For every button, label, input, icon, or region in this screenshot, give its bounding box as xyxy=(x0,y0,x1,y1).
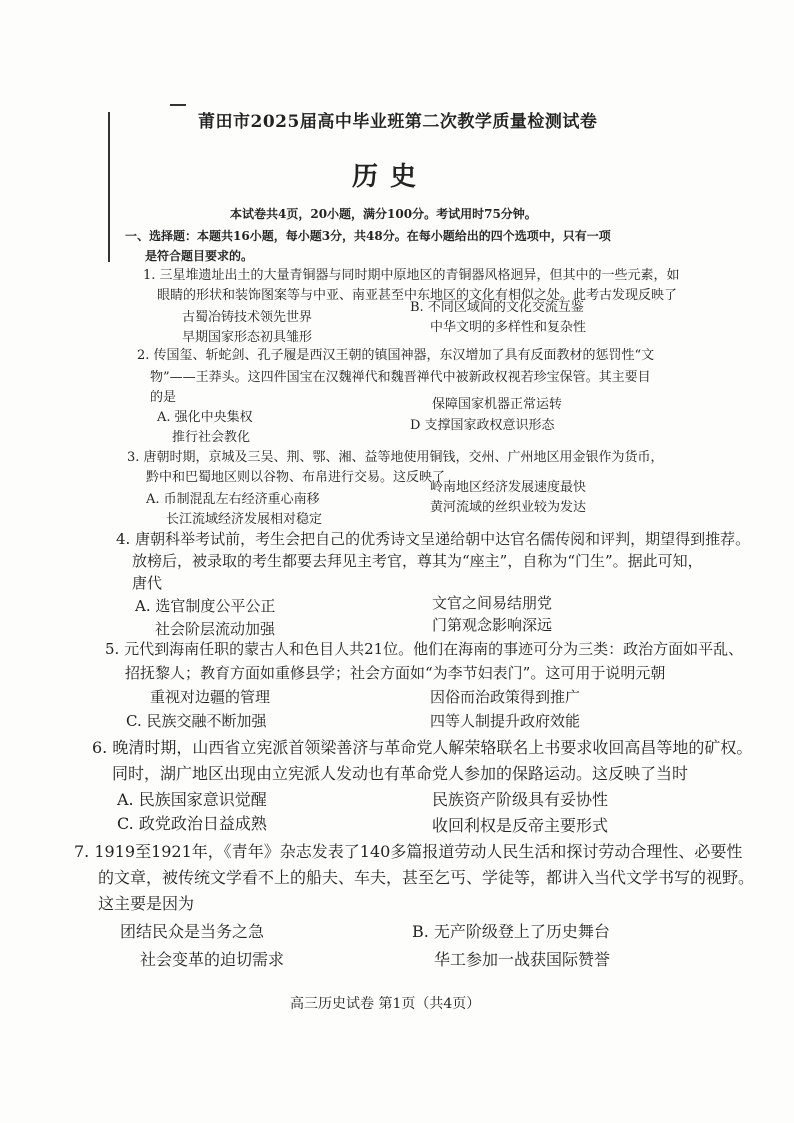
exam-intro: 本试卷共4页，20小题，满分100分。考试用时75分钟。 xyxy=(230,207,537,221)
page-edge-mark xyxy=(108,112,110,262)
q6-stem-line1: 6. 晚清时期，山西省立宪派首领梁善济与革命党人解荣辂联名上书要求收回高昌等地的矿权。 xyxy=(92,738,753,757)
page-edge-tick xyxy=(170,104,186,106)
q5-stem-line1: 5. 元代到海南任职的蒙古人和色目人共21位。他们在海南的事迹可分为三类：政治方面如平乱、 xyxy=(105,640,744,658)
q3-option-c: 长江流域经济发展相对稳定 xyxy=(166,512,323,527)
q1-option-b: B. 不同区域间的文化交流互鉴 xyxy=(410,300,584,315)
q5-stem-line2: 招抚黎人；教育方面如重修县学；社会方面如“为李节妇表门”。这可用于说明元朝 xyxy=(125,664,666,682)
q6-option-a: A. 民族国家意识觉醒 xyxy=(117,790,267,809)
page-footer: 高三历史试卷 第1页（共4页） xyxy=(290,996,481,1012)
q3-stem-line1: 3. 唐朝时期，京城及三吴、荆、鄂、湘、益等地使用铜钱，交州、广州地区用金银作为货币， xyxy=(127,450,664,465)
q7-stem-line3: 这主要是因为 xyxy=(98,894,195,913)
q6-stem-line2: 同时，湖广地区出现由立宪派人发动也有革命党人参加的保路运动。这反映了当时 xyxy=(112,764,689,783)
q1-option-a: 古蜀冶铸技术领先世界 xyxy=(182,310,313,325)
q2-option-b: 保障国家机器正常运转 xyxy=(432,397,563,412)
q3-option-a: A. 币制混乱左右经济重心南移 xyxy=(146,492,320,507)
q7-option-a: 团结民众是当务之急 xyxy=(120,922,265,941)
q7-option-d: 华工参加一战获国际赞誉 xyxy=(434,950,611,969)
q4-option-c: 社会阶层流动加强 xyxy=(155,620,276,638)
q4-stem-line3: 唐代 xyxy=(132,574,163,592)
q2-option-d: D 支撑国家政权意识形态 xyxy=(410,418,555,433)
q7-stem-line1: 7. 1919至1921年，《青年》杂志发表了140多篇报道劳动人民生活和探讨劳动合理性、必要性 xyxy=(74,842,743,861)
q7-stem-line2: 的文章，被传统文学看不上的船夫、车夫，甚至乞丐、学徒等，都讲入当代文学书写的视野。 xyxy=(98,868,755,887)
q2-option-a: A. 强化中央集权 xyxy=(157,410,253,425)
q6-option-b: 民族资产阶级具有妥协性 xyxy=(432,790,609,809)
q3-option-b: 岭南地区经济发展速度最快 xyxy=(430,480,587,495)
q3-stem-line2: 黔中和巴蜀地区则以谷物、布帛进行交易。这反映了 xyxy=(146,470,446,485)
q2-option-c: 推行社会教化 xyxy=(172,430,251,445)
q1-option-d: 中华文明的多样性和复杂性 xyxy=(430,320,587,335)
q1-stem-line1: 1. 三星堆遗址出土的大量青铜器与同时期中原地区的青铜器风格迥异，但其中的一些元素，如 xyxy=(143,268,680,283)
q2-stem-line2: 物”——王莽头。这四件国宝在汉魏禅代和魏晋禅代中被新政权视若珍宝保管。其主要目 xyxy=(150,370,651,385)
q4-option-a: A. 选官制度公平公正 xyxy=(135,597,276,615)
q1-option-c: 早期国家形态初具雏形 xyxy=(182,330,313,345)
q6-option-c: C. 政党政治日益成熟 xyxy=(117,814,267,833)
section-instruction: 一、选择题：本题共16小题，每小题3分，共48分。在每小题给出的四个选项中，只有一项 xyxy=(125,229,611,243)
q4-stem-line1: 4. 唐朝科举考试前，考生会把自己的优秀诗文呈递给朝中达官名儒传阅和评判，期望得到推荐。 xyxy=(116,530,751,548)
exam-title: 莆田市2025届高中毕业班第二次教学质量检测试卷 xyxy=(198,112,598,132)
q6-option-d: 收回利权是反帝主要形式 xyxy=(432,816,609,835)
q2-stem-line3: 的是 xyxy=(150,390,177,405)
q2-stem-line1: 2. 传国玺、斩蛇剑、孔子履是西汉王朝的镇国神器，东汉增加了具有反面教材的惩罚性“文 xyxy=(137,348,655,363)
q1-stem-line2: 眼睛的形状和装饰图案等与中亚、南亚甚至中东地区的文化有相似之处。此考古发现反映了 xyxy=(157,288,678,303)
section-instruction-cont: 是符合题目要求的。 xyxy=(145,249,254,263)
q4-option-b: 文官之间易结朋党 xyxy=(432,594,553,612)
q5-option-b: 因俗而治政策得到推广 xyxy=(430,688,581,706)
q7-option-b: B. 无产阶级登上了历史舞台 xyxy=(412,922,610,941)
q5-option-a: 重视对边疆的管理 xyxy=(150,688,271,706)
subject-title: 历史 xyxy=(352,162,429,192)
q3-option-d: 黄河流域的丝织业较为发达 xyxy=(430,500,587,515)
q4-option-d: 门第观念影响深远 xyxy=(432,616,553,634)
q5-option-d: 四等人制提升政府效能 xyxy=(430,712,581,730)
q5-option-c: C. 民族交融不断加强 xyxy=(126,712,267,730)
q4-stem-line2: 放榜后，被录取的考生都要去拜见主考官，尊其为“座主”，自称为“门生”。据此可知， xyxy=(132,552,703,570)
q7-option-c: 社会变革的迫切需求 xyxy=(140,950,285,969)
